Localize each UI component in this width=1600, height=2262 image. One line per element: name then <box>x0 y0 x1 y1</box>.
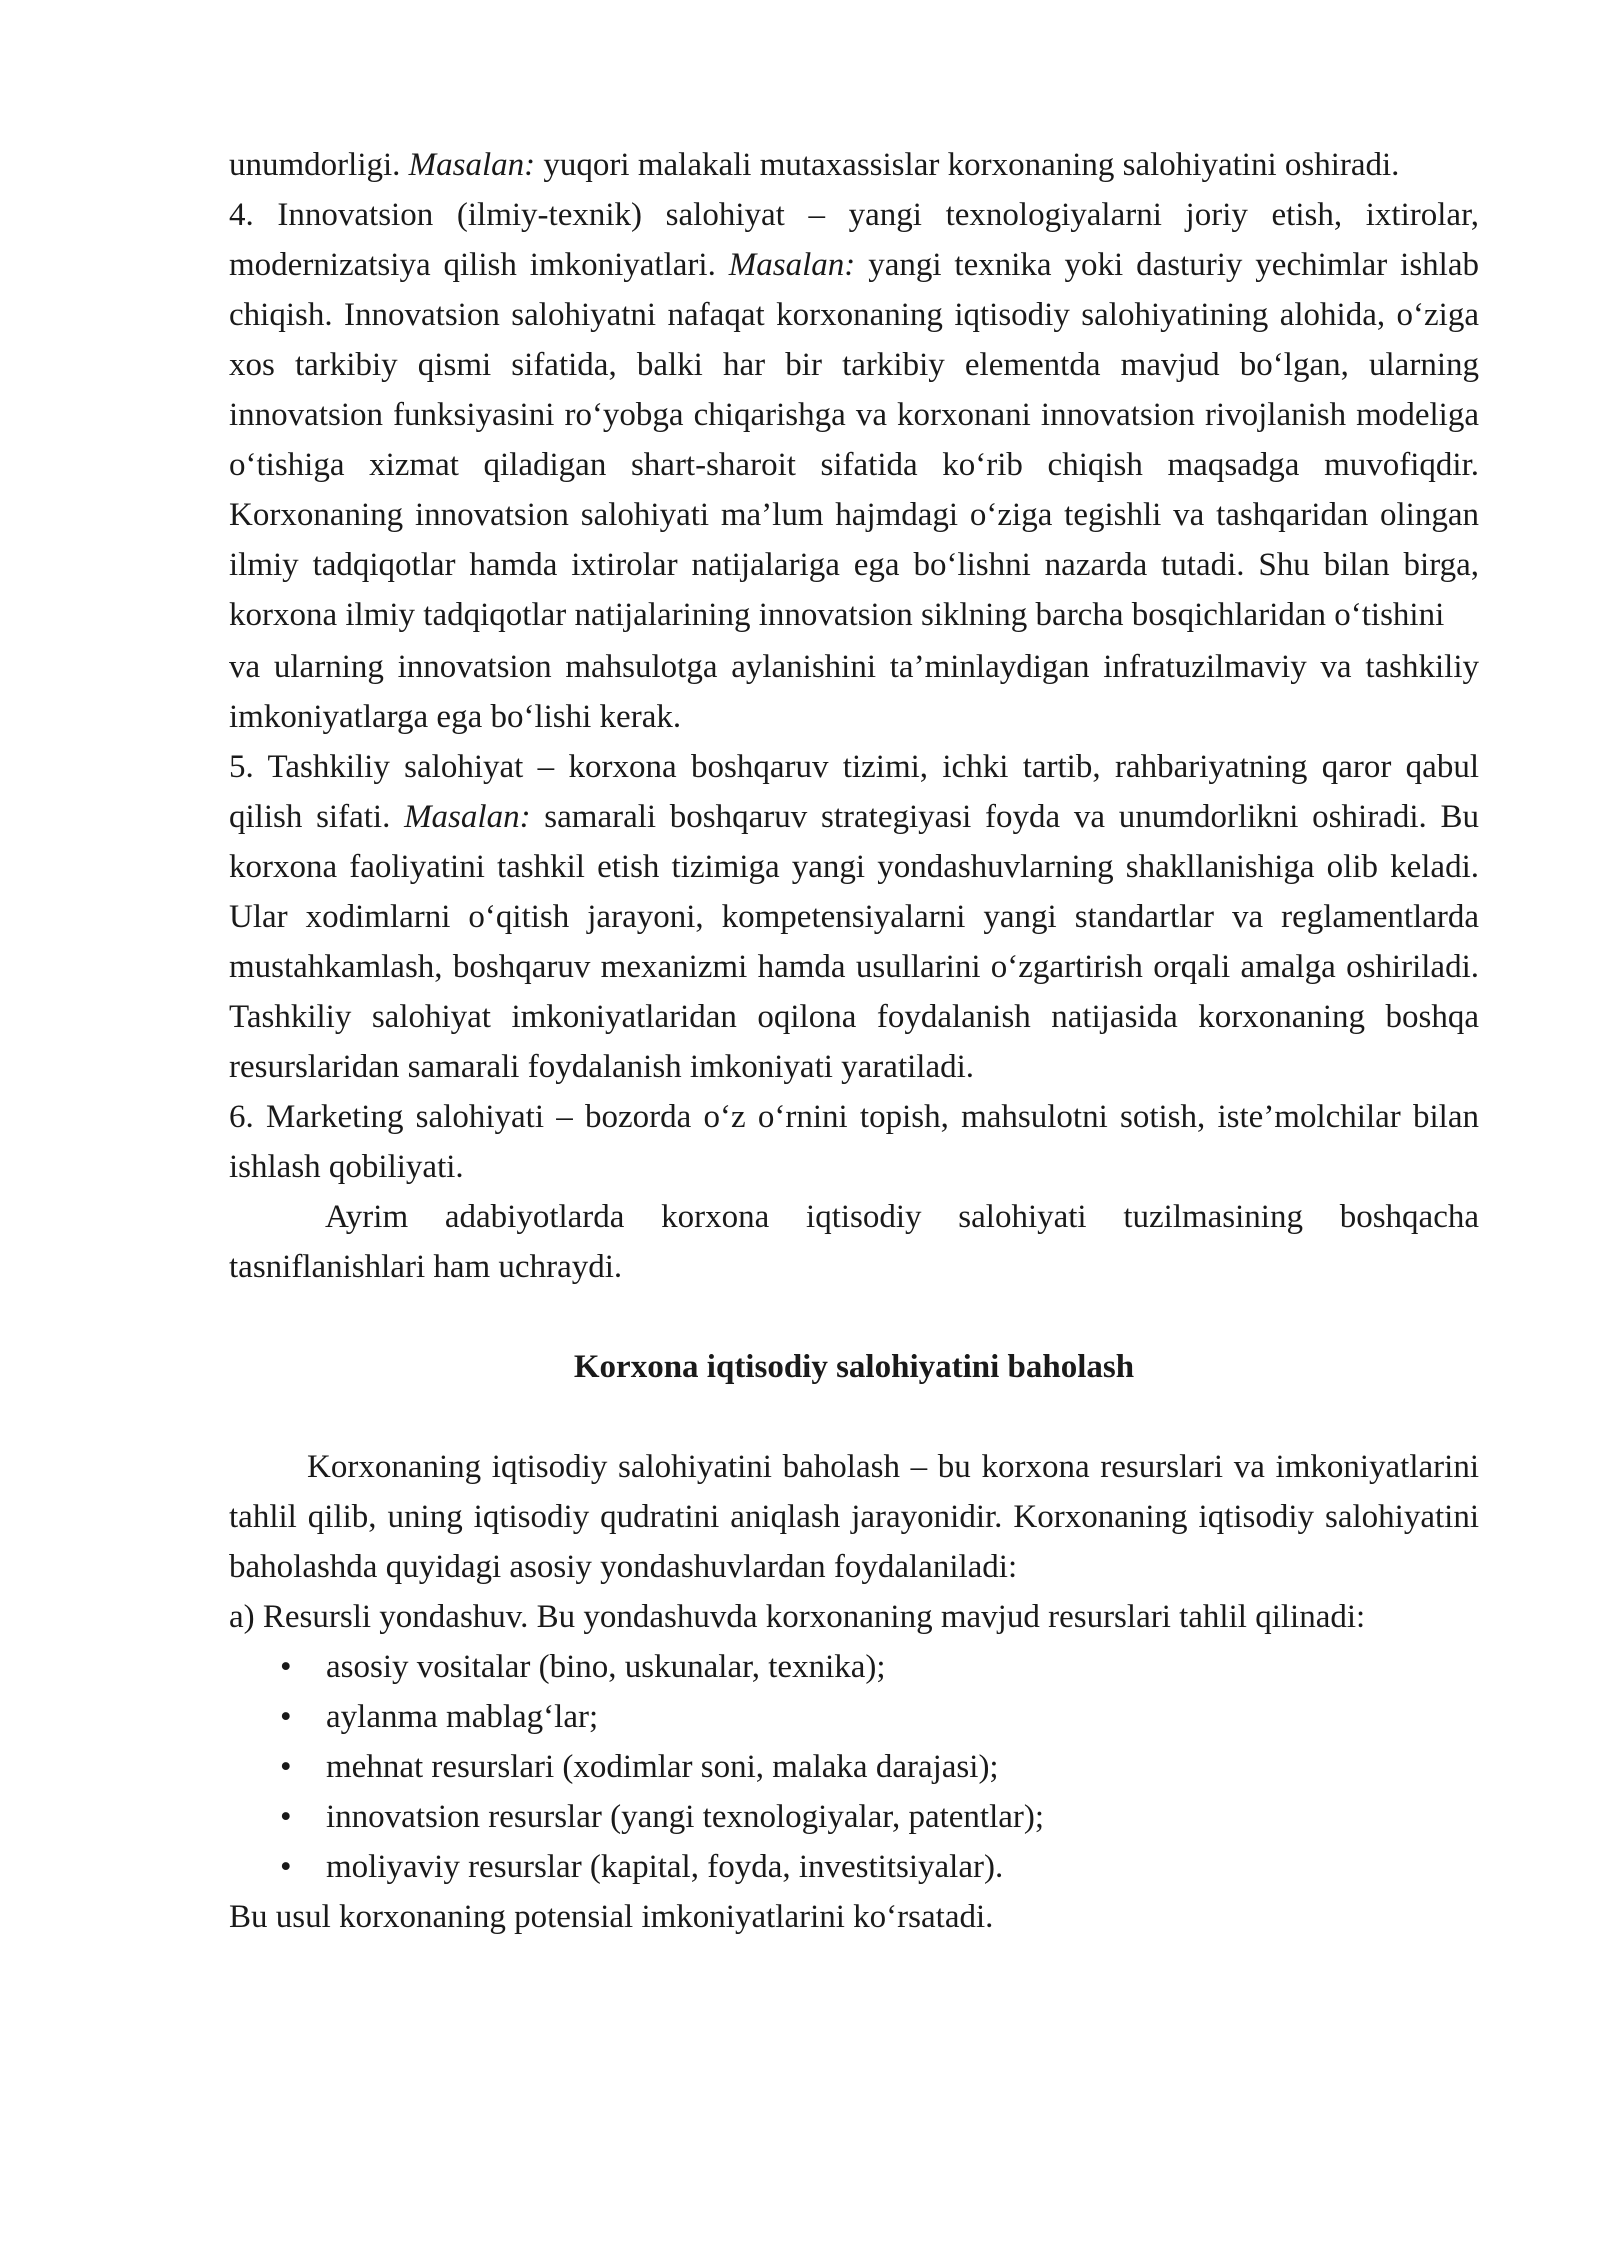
list-item <box>229 1792 1479 1842</box>
bullet-icon: • <box>280 1699 292 1735</box>
list-item <box>229 1642 1479 1692</box>
text-run: yangi texnika yoki dasturiy yechimlar ishlab chiqish. Innovatsion salohiyatni nafaqat korxonaning iqtisodiy salohiyatining alohida, o‘ziga xos tarkibiy qismi sifatida, balki har bir tarkibiy elementda mavjud bo‘lgan, ularning innovatsion funksiyasini ro‘yobga chiqarishga va korxonani innovatsion rivojlanish modeliga o‘tishiga xizmat qiladigan shart-sharoit sifatida ko‘rib chiqish maqsadga muvofiqdir. Korxonaning innovatsion salohiyati ma’lum hajmdagi o‘ziga tegishli va tashqaridan olingan ilmiy tadqiqotlar hamda ixtirolar natijalariga ega bo‘lishni nazarda tutadi. Shu bilan birga, korxona ilmiy tadqiqotlar natijalarining innovatsion siklning barcha bosqichlaridan o‘tishini <box>229 247 1479 633</box>
bullet-icon: • <box>280 1799 292 1835</box>
list-item-text: asosiy vositalar (bino, uskunalar, texnika); <box>326 1649 886 1685</box>
list-item <box>229 1842 1479 1892</box>
paragraph-marketing-potential: 6. Marketing salohiyati – bozorda o‘z o‘rnini topish, mahsulotni sotish, iste’molchilar bilan ishlash qobiliyati. <box>229 1099 1479 1185</box>
text-run: samarali boshqaruv strategiyasi foyda va unumdorlikni oshiradi. Bu korxona faoliyatini tashkil etish tizimiga yangi yondashuvlarning shakllanishiga olib keladi. Ular xodimlarni o‘qitish jarayoni, kompetensiyalarni yangi standartlar va reglamentlarda mustahkamlash, boshqaruv mexanizmi hamda usullarini o‘zgartirish orqali amalga oshiriladi. Tashkiliy salohiyat imkoniyatlaridan oqilona foydalanish natijasida korxonaning boshqa resurslaridan samarali foydalanish imkoniyati yaratiladi. <box>229 799 1479 1085</box>
list-item-text: aylanma mablag‘lar; <box>326 1699 599 1735</box>
list-item-text: moliyaviy resurslar (kapital, foyda, investitsiyalar). <box>326 1849 1004 1885</box>
paragraph-productivity-end <box>229 140 1479 190</box>
example-label: Masalan: <box>404 799 531 835</box>
resource-list <box>229 1642 1479 1892</box>
text-run: yuqori malakali mutaxassislar korxonaning salohiyatini oshiradi. <box>535 147 1400 183</box>
paragraph-innovation-potential <box>229 190 1479 640</box>
example-label: Masalan: <box>408 147 536 183</box>
paragraph-assessment-intro: Korxonaning iqtisodiy salohiyatini baholash – bu korxona resurslari va imkoniyatlarini tahlil qilib, uning iqtisodiy qudratini aniqlash jarayonidir. Korxonaning iqtisodiy salohiyatini baholashda quyidagi asosiy yondashuvlardan foydalaniladi: <box>229 1449 1479 1585</box>
bullet-icon: • <box>280 1749 292 1785</box>
text-run: unumdorligi. <box>229 147 409 183</box>
paragraph-other-classifications: Ayrim adabiyotlarda korxona iqtisodiy salohiyati tuzilmasining boshqacha tasniflanishlari ham uchraydi. <box>229 1199 1479 1285</box>
list-item-text: mehnat resurslari (xodimlar soni, malaka darajasi); <box>326 1749 999 1785</box>
bullet-icon: • <box>280 1849 292 1885</box>
text-run: 4. Innovatsion (ilmiy-texnik) salohiyat – yangi texnologiyalarni joriy etish, ixtirolar, modernizatsiya qilish imkoniyatlari. <box>229 197 1479 283</box>
paragraph-organizational-potential <box>229 742 1479 1092</box>
paragraph-resource-approach: a) Resursli yondashuv. Bu yondashuvda korxonaning mavjud resurslari tahlil qilinadi: <box>229 1599 1366 1635</box>
paragraph-method-summary: Bu usul korxonaning potensial imkoniyatlarini ko‘rsatadi. <box>229 1899 994 1935</box>
document-page <box>229 140 1479 1942</box>
text-run: 5. Tashkiliy salohiyat – korxona boshqaruv tizimi, ichki tartib, rahbariyatning qaror qabul qilish sifati. <box>229 749 1479 835</box>
example-label: Masalan: <box>728 247 856 283</box>
section-heading: Korxona iqtisodiy salohiyatini baholash <box>573 1349 1135 1385</box>
bullet-icon: • <box>280 1649 292 1685</box>
list-item-text: innovatsion resurslar (yangi texnologiyalar, patentlar); <box>326 1799 1045 1835</box>
paragraph-innovation-continued: va ularning innovatsion mahsulotga aylanishini ta’minlaydigan infratuzilmaviy va tashkiliy imkoniyatlarga ega bo‘lishi kerak. <box>229 649 1479 735</box>
list-item <box>229 1742 1479 1792</box>
list-item <box>229 1692 1479 1742</box>
